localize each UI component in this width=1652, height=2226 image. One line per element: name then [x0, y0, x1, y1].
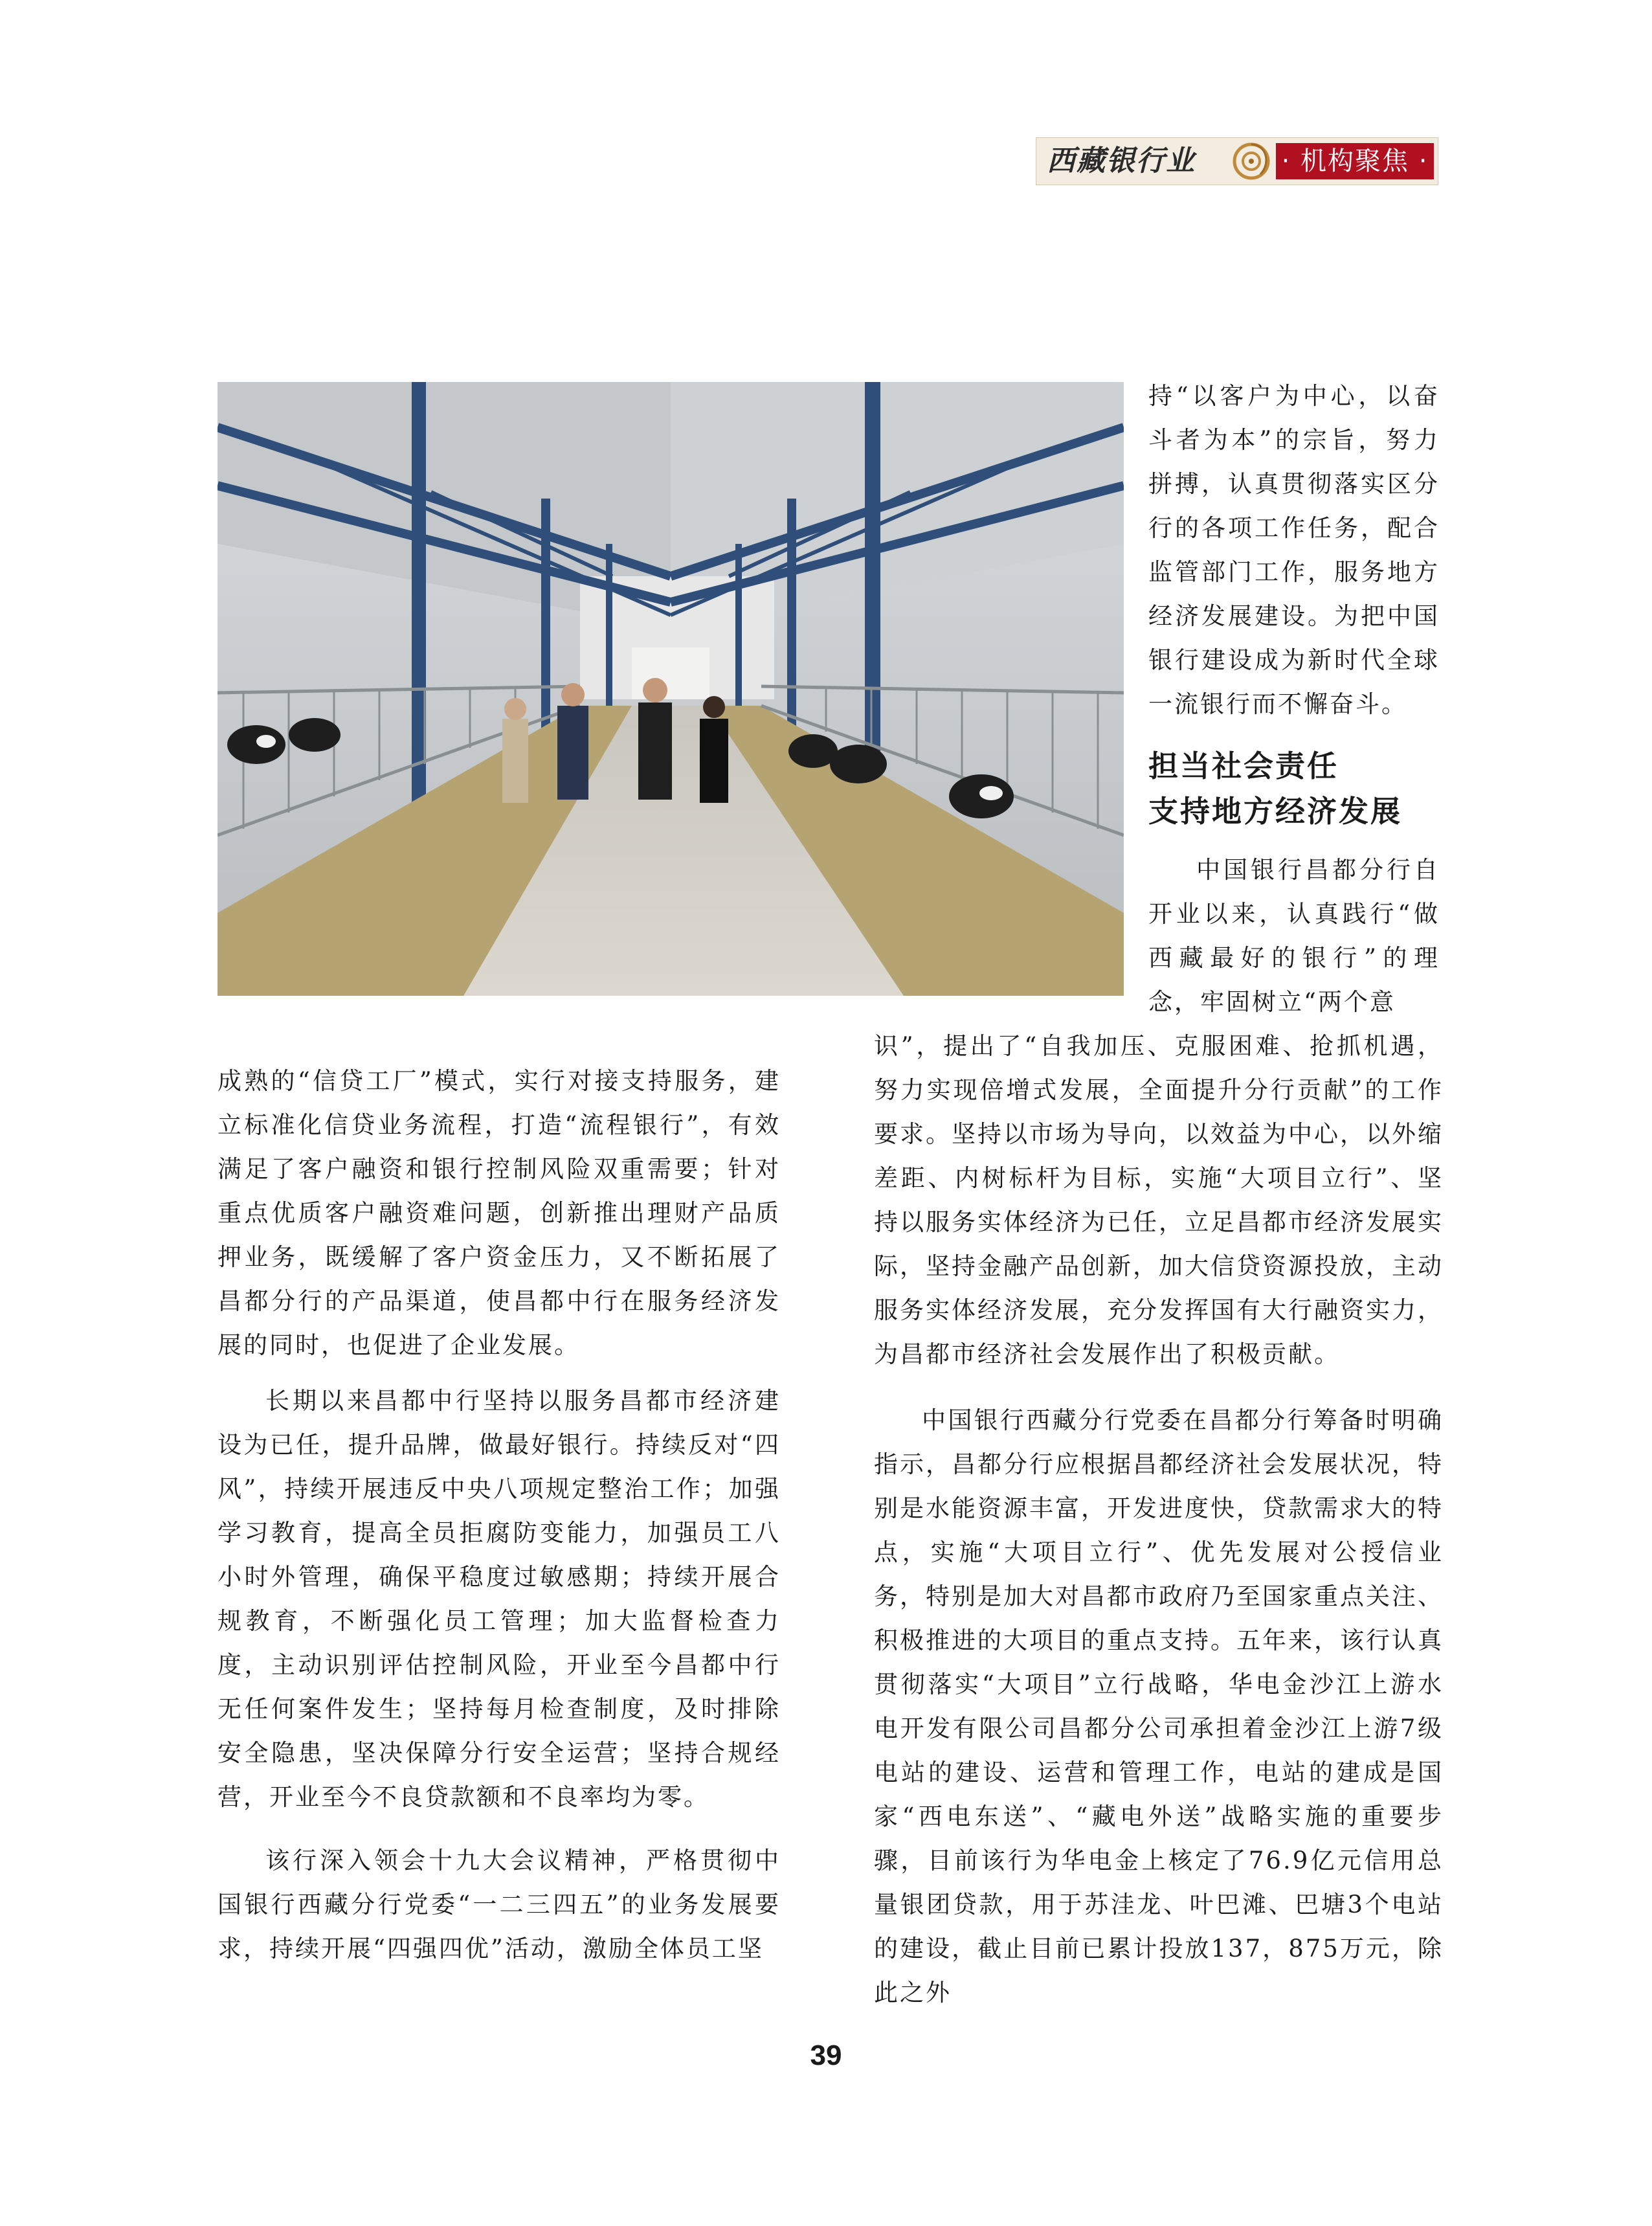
page-number: 39 — [810, 2040, 842, 2071]
article-photo — [218, 382, 1124, 996]
left-continued-paragraph: 成熟的“信贷工厂”模式，实行对接支持服务，建立标准化信贷业务流程，打造“流程银行”，有效满足了客户融资和银行控制风险双重需要；针对重点优质客户融资难问题，创新推出理财产品质押业务，既缓解了客户资金压力，又不断拓展了昌都分行的产品渠道，使昌都中行在服务经济发展的同时，也促进了企业发展。 — [218, 1067, 781, 1359]
section-tag: · 机构聚焦 · — [1276, 143, 1434, 179]
left-second-paragraph: 该行深入领会十九大会议精神，严格贯彻中国银行西藏分行党委“一二三四五”的业务发展要求，持续开展“四强四优”活动，激励全体员工坚 — [218, 1847, 781, 1962]
barn-photo-illustration — [218, 382, 1124, 996]
ornament-icon — [1228, 138, 1280, 185]
magazine-brand: 西藏银行业 — [1047, 144, 1196, 177]
right-column-top-text: 持“以客户为中心，以奋斗者为本”的宗旨，努力拼搏，认真贯彻落实区分行的各项工作任务，配合监管部门工作，服务地方经济发展建设。为把中国银行建设成为新时代全球一流银行而不懈奋斗。 — [1148, 382, 1440, 718]
right-continued-paragraph: 识”，提出了“自我加压、克服困难、抢抓机遇，努力实现倍增式发展，全面提升分行贡献”的工作要求。坚持以市场为导向，以效益为中心，以外缩差距、内树标杆为目标，实施“大项目立行”、坚持以服务实体经济为已任，立足昌都市经济发展实际，坚持金融产品创新，加大信贷资源投放，主动服务实体经济发展，充分发挥国有大行融资实力，为昌都市经济社会发展作出了积极贡献。 — [874, 1032, 1444, 1368]
left-first-paragraph: 长期以来昌都中行坚持以服务昌都市经济建设为已任，提升品牌，做最好银行。持续反对“四风”，持续开展违反中央八项规定整治工作；加强学习教育，提高全员拒腐防变能力，加强员工八小时外管理，确保平稳度过敏感期；持续开展合规教育，不断强化员工管理；加大监督检查力度，主动识别评估控制风险，开业至今昌都中行无任何案件发生；坚持每月检查制度，及时排除安全隐患，坚决保障分行安全运营；坚持合规经营，开业至今不良贷款额和不良率均为零。 — [218, 1387, 781, 1811]
heading-line-2: 支持地方经济发展 — [1148, 794, 1402, 829]
section-heading — [1148, 743, 1440, 834]
right-second-paragraph: 中国银行西藏分行党委在昌都分行筹备时明确指示，昌都分行应根据昌都经济社会发展状况，特别是水能资源丰富，开发进度快，贷款需求大的特点，实施“大项目立行”、优先发展对公授信业务，特别是加大对昌都市政府乃至国家重点关注、积极推进的大项目的重点支持。五年来，该行认真贯彻落实“大项目”立行战略，华电金沙江上游水电开发有限公司昌都分公司承担着金沙江上游7级电站的建设、运营和管理工作，电站的建成是国家“西电东送”、“藏电外送”战略实施的重要步骤，目前该行为华电金上核定了76.9亿元信用总量银团贷款，用于苏洼龙、叶巴滩、巴塘3个电站的建设，截止目前已累计投放137，875万元，除此之外 — [874, 1406, 1444, 2007]
right-intro-paragraph: 中国银行昌都分行自开业以来，认真践行“做西藏最好的银行”的理念，牢固树立“两个意 — [1148, 856, 1440, 1016]
header-banner — [1036, 137, 1438, 185]
heading-line-1: 担当社会责任 — [1148, 748, 1339, 783]
